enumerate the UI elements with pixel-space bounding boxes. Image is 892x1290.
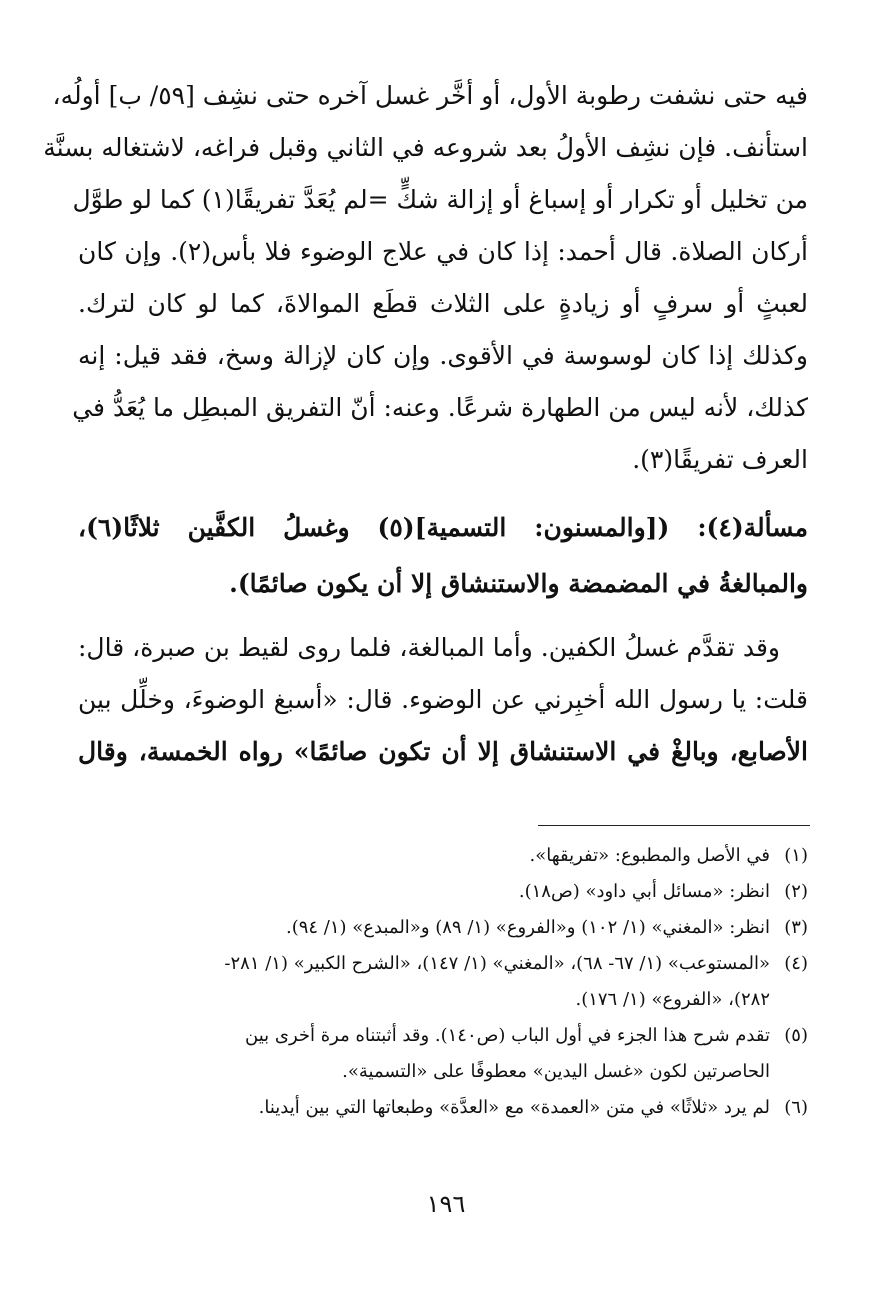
footnote-4 xyxy=(78,946,808,982)
masala-heading xyxy=(78,500,808,612)
footnote-number: (٤) xyxy=(784,953,808,974)
text-line: العرف تفريقًا(٣). xyxy=(632,445,808,474)
footnote-5-continued: الحاصرتين لكون «غسل اليدين» معطوفًا على «التسمية». xyxy=(342,1061,770,1082)
footnote-number: (٢) xyxy=(784,881,808,902)
footnote-text: انظر: «المغني» (١/ ١٠٢) و«الفروع» (١/ ٨٩) و«المبدع» (١/ ٩٤). xyxy=(285,917,770,938)
footnote-number: (٥) xyxy=(784,1025,808,1046)
masala-line: مسألة(٤): ([والمسنون: التسمية](٥) وغسلُ الكفَّين ثلاثًا(٦)، xyxy=(78,513,808,542)
text-line: قلت: يا رسول الله أخبِرني عن الوضوء. قال: «أسبغ الوضوءَ، وخلِّل بين xyxy=(78,685,808,714)
footnote-text: في الأصل والمطبوع: «تفريقها». xyxy=(529,845,770,866)
paragraph-muwalat xyxy=(43,70,809,486)
footnote-text: انظر: «مسائل أبي داود» (ص١٨). xyxy=(518,881,770,902)
text-line: استأنف. فإن نشِف الأولُ بعد شروعه في الثاني وقبل فراغه، لاشتغاله بسنَّة xyxy=(43,133,808,162)
text-line: كذلك، لأنه ليس من الطهارة شرعًا. وعنه: أنّ التفريق المبطِل ما يُعَدُّ في xyxy=(72,393,808,422)
text-line: وكذلك إذا كان لوسوسة في الأقوى. وإن كان لإزالة وسخ، فقد قيل: إنه xyxy=(78,341,808,370)
text-line: وقد تقدَّم غسلُ الكفين. وأما المبالغة، فلما روى لقيط بن صبرة، قال: xyxy=(78,633,780,662)
masala-line: والمبالغةُ في المضمضة والاستنشاق إلا أن يكون صائمًا). xyxy=(229,569,808,598)
text-line: الأصابع، وبالغْ في الاستنشاق إلا أن تكون صائمًا» رواه الخمسة، وقال xyxy=(78,737,808,766)
footnote-divider xyxy=(538,825,810,826)
footnote-number: (٦) xyxy=(784,1097,808,1118)
footnote-2 xyxy=(78,874,808,910)
page-number: ١٩٦ xyxy=(426,1190,466,1218)
footnote-1 xyxy=(78,838,808,874)
footnote-3 xyxy=(78,910,808,946)
text-line: فيه حتى نشفت رطوبة الأول، أو أخَّر غسل آخره حتى نشِف [٥٩/ ب] أولُه، xyxy=(52,81,808,110)
footnote-text: لم يرد «ثلاثًا» في متن «العمدة» مع «العدَّة» وطبعاتها التي بين أيدينا. xyxy=(258,1097,770,1118)
footnote-text: «المستوعب» (١/ ٦٧- ٦٨)، «المغني» (١/ ١٤٧)، «الشرح الكبير» (١/ ٢٨١- xyxy=(224,953,770,974)
footnote-number: (٣) xyxy=(784,917,808,938)
footnote-4-continued: ٢٨٢)، «الفروع» (١/ ١٧٦). xyxy=(575,989,770,1010)
text-line: أركان الصلاة. قال أحمد: إذا كان في علاج الوضوء فلا بأس(٢). وإن كان xyxy=(78,237,809,266)
text-line: لعبثٍ أو سرفٍ أو زيادةٍ على الثلاث قطَع الموالاةَ، كما لو كان لترك. xyxy=(78,289,808,318)
main-text xyxy=(43,70,809,778)
text-line: من تخليل أو تكرار أو إسباغ أو إزالة شكٍّ =لم يُعَدَّ تفريقًا(١) كما لو طوَّل xyxy=(72,185,808,214)
paragraph-mubalagha xyxy=(78,622,808,778)
footnotes xyxy=(78,838,808,1126)
footnote-text: تقدم شرح هذا الجزء في أول الباب (ص١٤٠). وقد أثبتناه مرة أخرى بين xyxy=(245,1025,770,1046)
footnote-5 xyxy=(78,1018,808,1054)
footnote-number: (١) xyxy=(784,845,808,866)
footnote-6 xyxy=(78,1090,808,1126)
